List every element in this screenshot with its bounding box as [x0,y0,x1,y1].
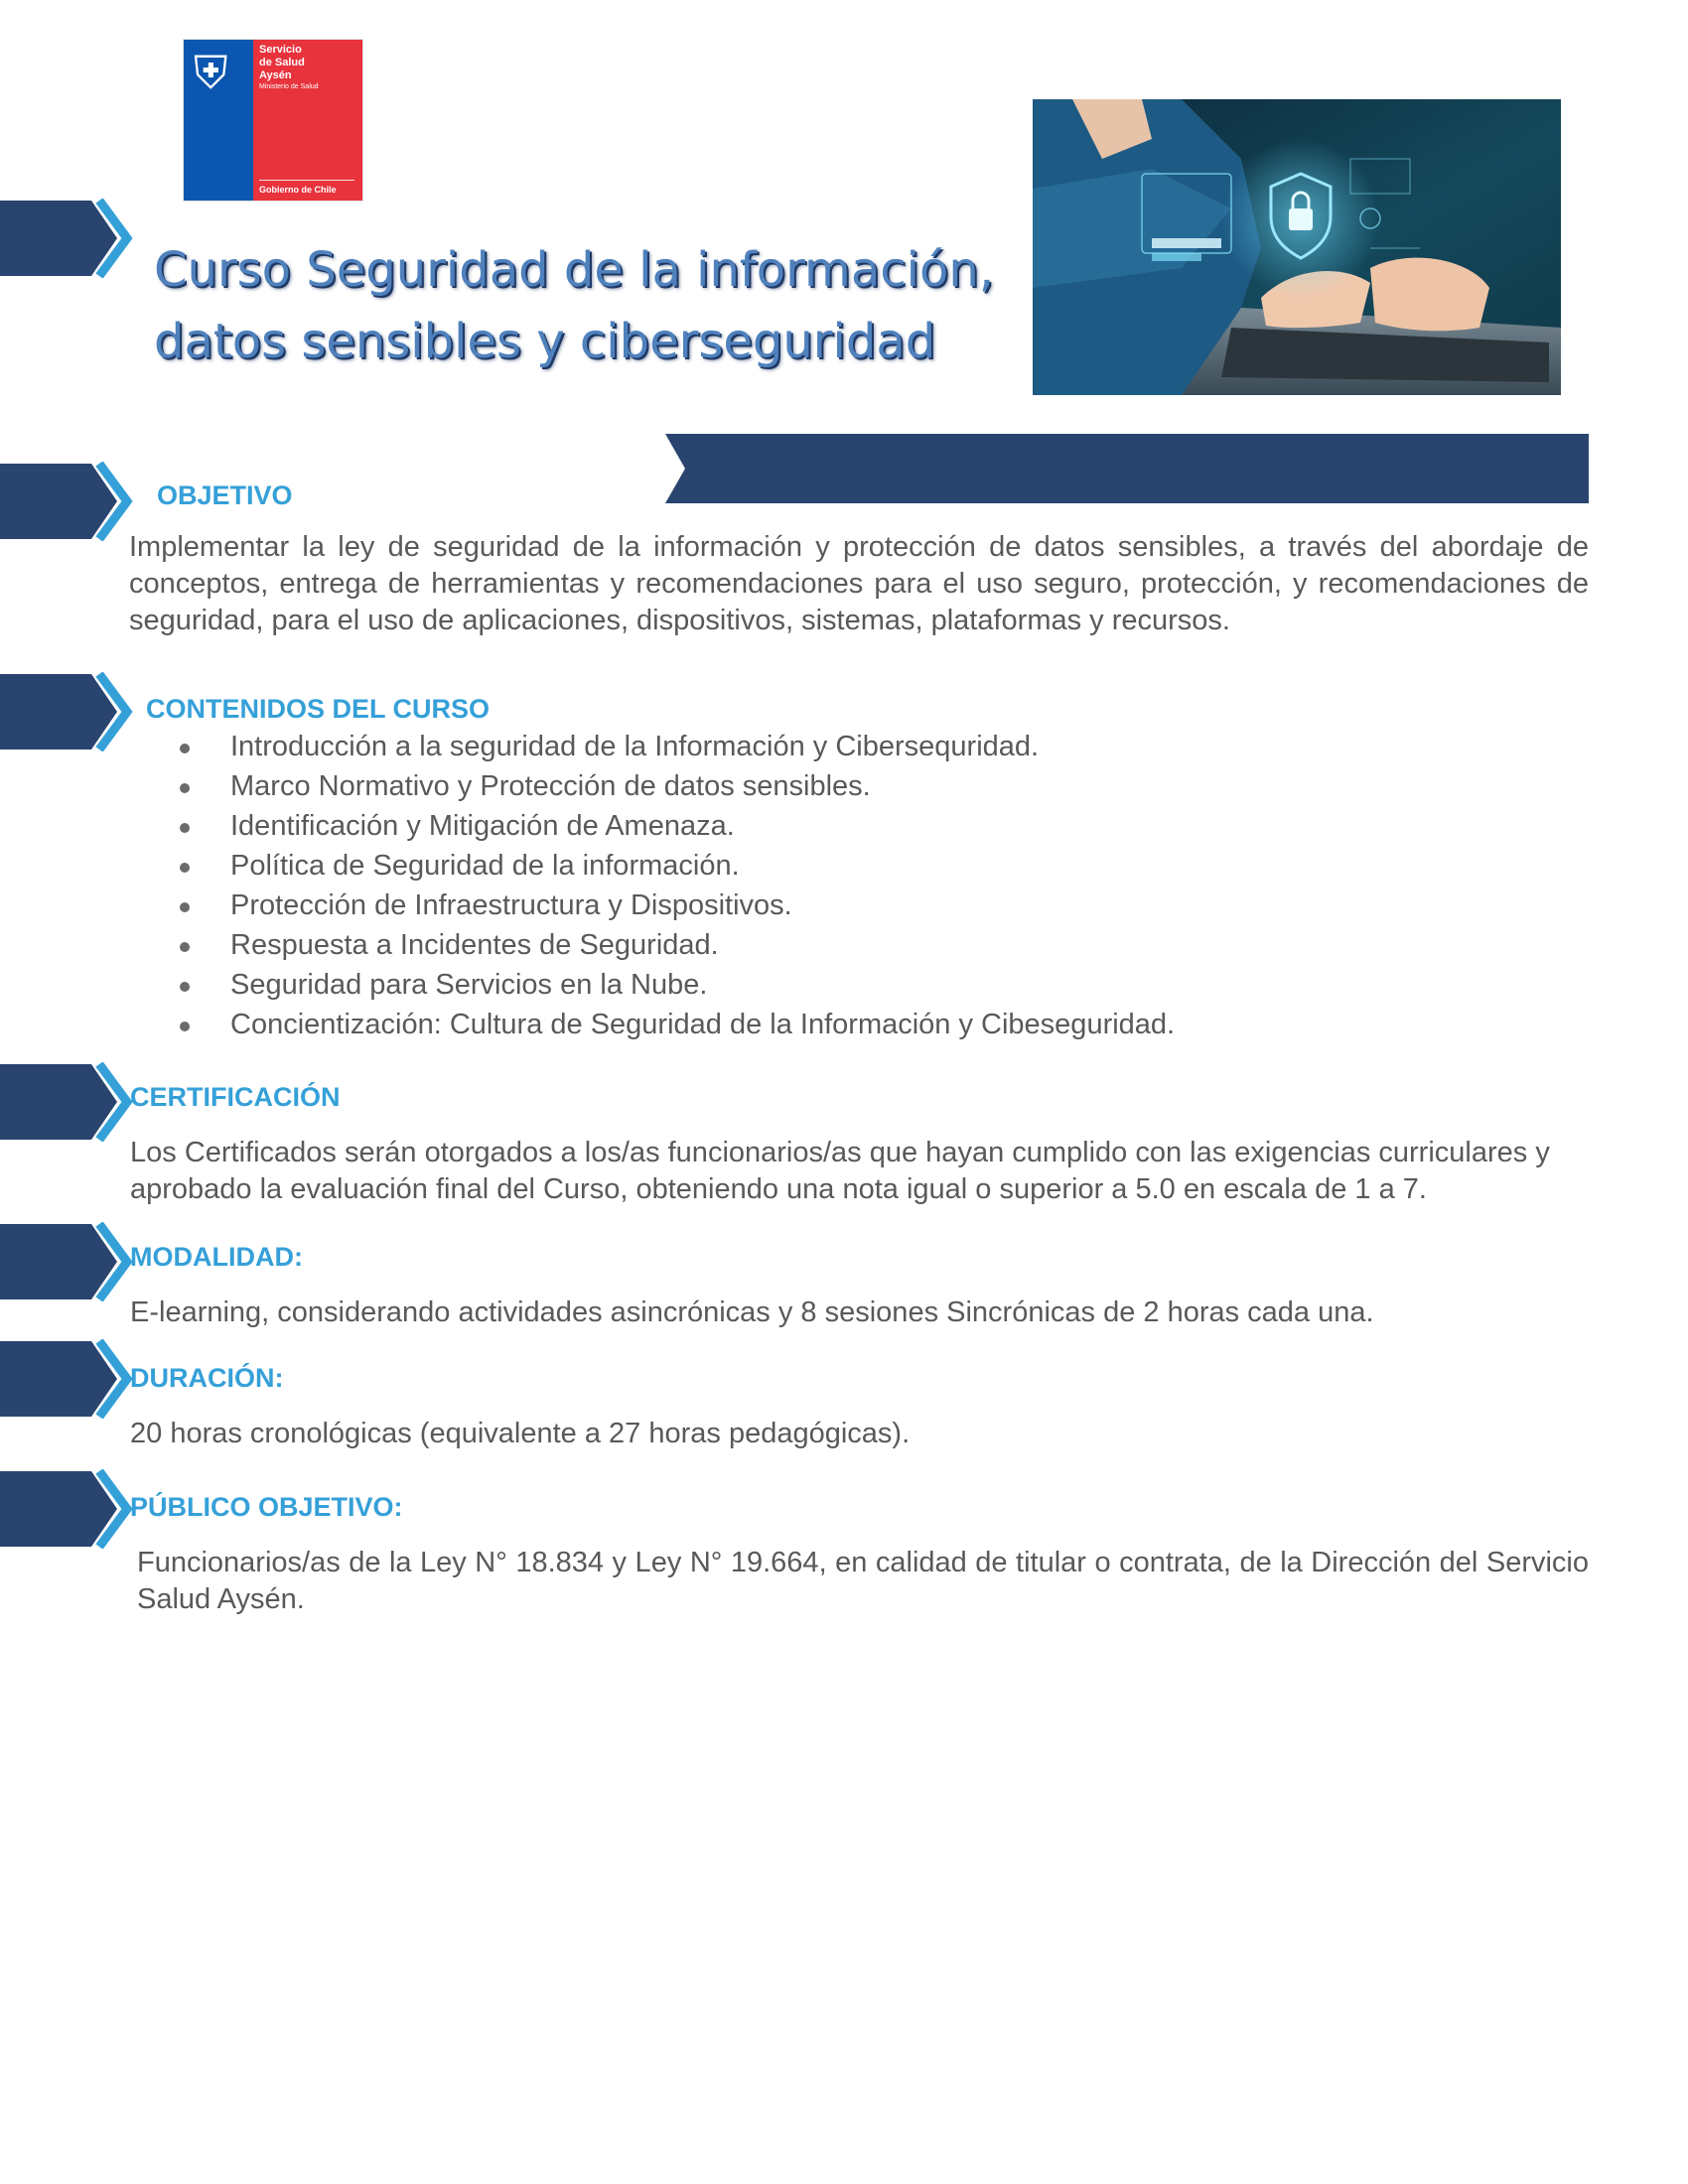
coat-of-arms-icon: ⛨ [194,47,228,98]
logo-blue-panel [184,40,253,201]
logo-red-panel [253,40,362,201]
list-item: Concientización: Cultura de Seguridad de la Información y Cibeseguridad. [161,1007,1452,1046]
publico-text: Funcionarios/as de la Ley N° 18.834 y Ley N° 19.664, en calidad de titular o contrata, de la Dirección del Servicio Salud Aysén. [137,1547,1589,1615]
list-item: Seguridad para Servicios en la Nube. [161,967,1452,1007]
certificacion-chevron-icon [0,1062,139,1142]
duracion-text: 20 horas cronológicas (equivalente a 27 horas pedagógicas). [130,1418,911,1449]
list-item: Protección de Infraestructura y Dispositivos. [161,887,1452,927]
list-item: Identificación y Mitigación de Amenaza. [161,808,1452,848]
logo-text [259,44,319,92]
course-title-line-1: Curso Seguridad de la información, [154,242,994,298]
hero-security-image [1033,99,1561,395]
duracion-chevron-icon [0,1339,139,1419]
logo-government: Gobierno de Chile [259,185,337,195]
publico-heading: PÚBLICO OBJETIVO: [130,1492,403,1522]
logo-line-1: Servicio [259,44,302,56]
contenidos-heading: CONTENIDOS DEL CURSO [146,694,491,724]
modalidad-chevron-icon [0,1222,139,1301]
certificacion-text: Los Certificados serán otorgados a los/as funcionarios/as que hayan cumplido con las exigencias curriculares y aprobado la evaluación final del Curso, obteniendo una nota igual o superior a 5.0 en escala de 1 a 7. [130,1137,1550,1205]
list-item: Introducción a la seguridad de la Información y Cibersequridad. [161,729,1452,768]
servicio-salud-aysen-logo [184,40,362,201]
modalidad-text: E-learning, considerando actividades asincrónicas y 8 sesiones Sincrónicas de 2 horas cada una. [130,1297,1374,1328]
objetivo-heading: OBJETIVO [157,480,293,510]
contenidos-chevron-icon [0,672,139,751]
logo-line-2: de Salud [259,57,305,68]
duracion-heading: DURACIÓN: [130,1363,284,1393]
certificacion-heading: CERTIFICACIÓN [130,1082,341,1112]
list-item: Política de Seguridad de la información. [161,848,1452,887]
header-band [665,434,1589,503]
objetivo-chevron-icon [0,462,139,541]
modalidad-heading: MODALIDAD: [130,1242,303,1272]
list-item: Respuesta a Incidentes de Seguridad. [161,927,1452,967]
objetivo-text: Implementar la ley de seguridad de la información y protección de datos sensibles, a través del abordaje de conceptos, entrega de herramientas y recomendaciones para el uso seguro, protección, y recomendaciones de seguridad, para el uso de aplicaciones, dispositivos, sistemas, plataformas y recursos. [129,531,1589,636]
contenidos-list [161,729,1452,1046]
logo-divider [259,180,354,181]
title-chevron-icon [0,199,139,278]
list-item: Marco Normativo y Protección de datos sensibles. [161,768,1452,808]
course-title-line-2: datos sensibles y ciberseguridad [154,314,936,369]
publico-chevron-icon [0,1469,139,1549]
logo-ministry: Ministerio de Salud [259,83,319,90]
logo-line-3: Aysén [259,69,292,81]
course-title [154,234,998,377]
